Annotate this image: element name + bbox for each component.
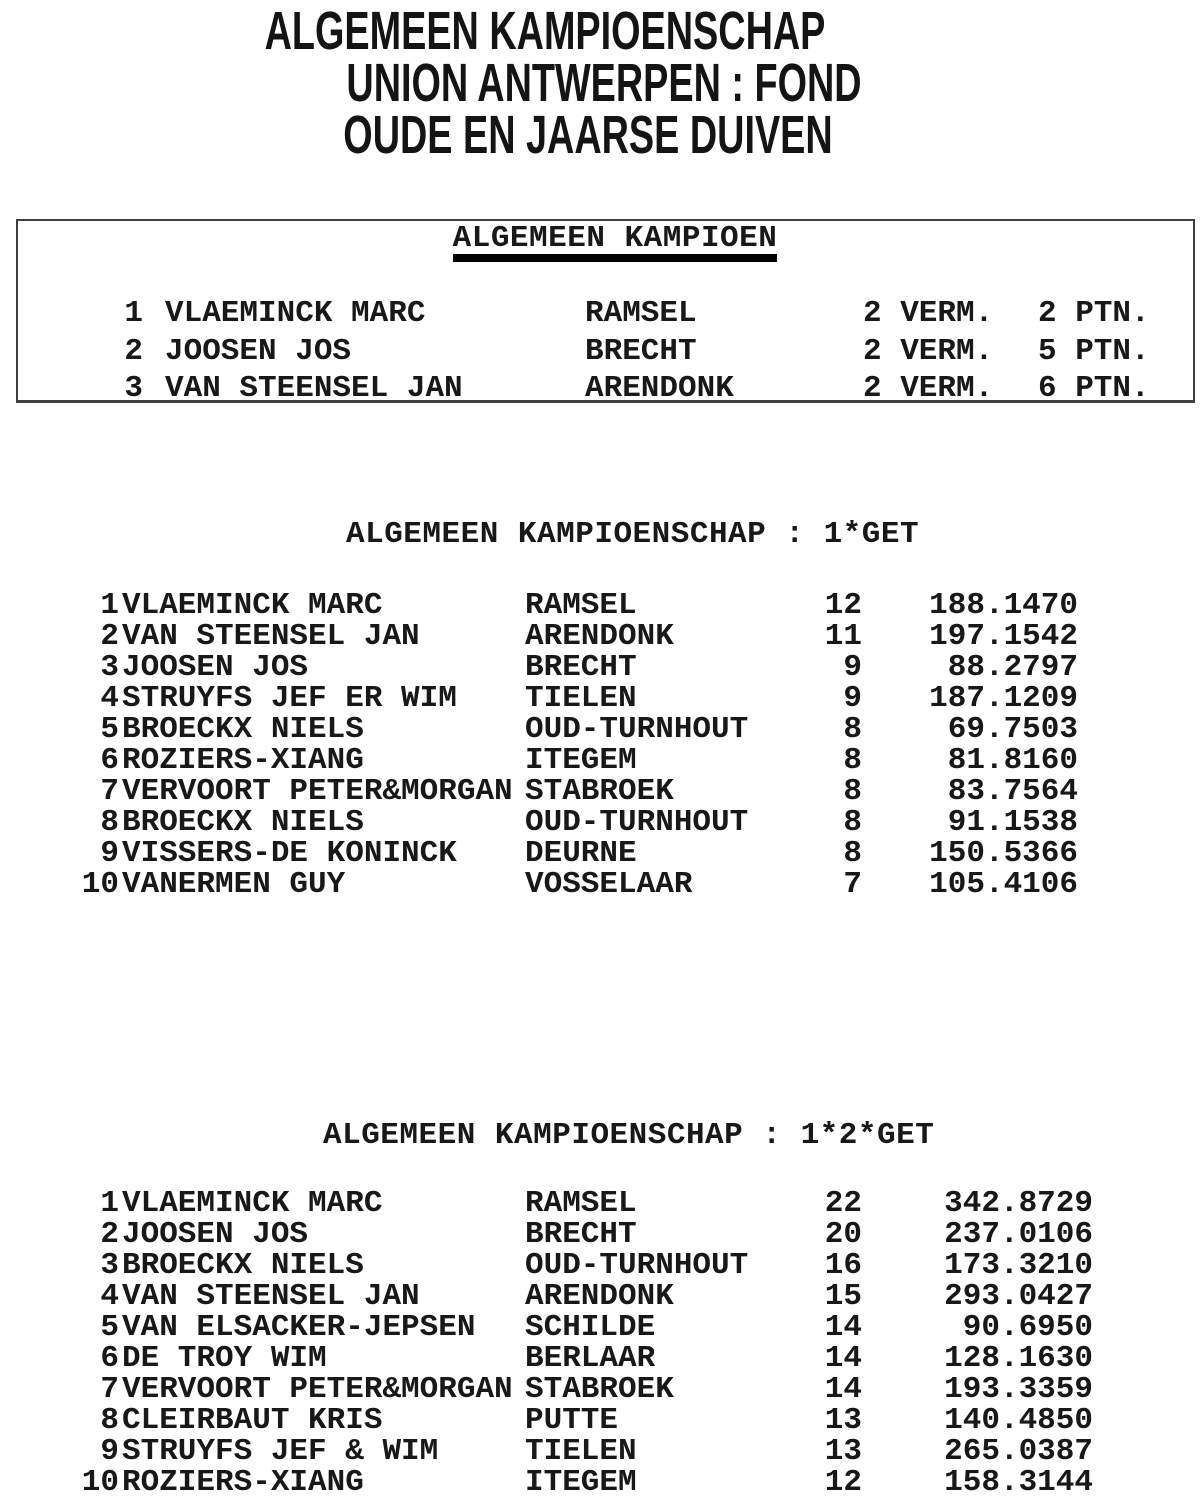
document-title-line-2: UNION ANTWERPEN : FOND: [346, 53, 862, 113]
document-title-line-3: OUDE EN JAARSE DUIVEN: [343, 105, 833, 165]
rank-cell: 2: [124, 333, 143, 369]
name-cell: VANERMEN GUY: [122, 867, 346, 902]
rank-cell: 8: [100, 805, 119, 840]
points-cell: 88.2797: [947, 650, 1078, 685]
table-row: [0, 590, 1200, 621]
city-cell: ITEGEM: [525, 1465, 637, 1500]
name-cell: VLAEMINCK MARC: [122, 1186, 383, 1221]
count-cell: 15: [824, 1279, 862, 1314]
verm-cell: 2 VERM.: [863, 333, 994, 369]
city-cell: RAMSEL: [525, 588, 637, 623]
name-cell: ROZIERS-XIANG: [122, 1465, 364, 1500]
rank-cell: 5: [100, 712, 119, 747]
count-cell: 14: [824, 1372, 862, 1407]
rank-cell: 9: [100, 1434, 119, 1469]
name-cell: CLEIRBAUT KRIS: [122, 1403, 383, 1438]
rank-cell: 4: [100, 681, 119, 716]
points-cell: 90.6950: [962, 1310, 1093, 1345]
points-cell: 197.1542: [929, 619, 1078, 654]
points-cell: 187.1209: [929, 681, 1078, 716]
points-cell: 81.8160: [947, 743, 1078, 778]
name-cell: STRUYFS JEF ER WIM: [122, 681, 457, 716]
points-cell: 150.5366: [929, 836, 1078, 871]
count-cell: 9: [843, 681, 862, 716]
table-row: [0, 1188, 1200, 1219]
table-row: [0, 714, 1200, 745]
name-cell: VAN STEENSEL JAN: [122, 619, 420, 654]
rank-cell: 5: [100, 1310, 119, 1345]
city-cell: PUTTE: [525, 1403, 619, 1438]
count-cell: 13: [824, 1434, 862, 1469]
table-row: [0, 683, 1200, 714]
city-cell: ITEGEM: [525, 743, 637, 778]
champion-box-heading-wrap: [0, 223, 1200, 262]
rank-cell: 1: [124, 296, 143, 331]
city-cell: TIELEN: [525, 681, 637, 716]
city-cell: ARENDONK: [525, 619, 674, 654]
table-row: [0, 1312, 1200, 1343]
champion-box-heading: ALGEMEEN KAMPIOEN: [453, 223, 778, 262]
table-row: [0, 1219, 1200, 1250]
count-cell: 9: [843, 650, 862, 685]
verm-cell: 2 VERM.: [863, 371, 994, 406]
count-cell: 8: [843, 836, 862, 871]
rank-cell: 6: [100, 1341, 119, 1376]
table-row: [0, 1405, 1200, 1436]
points-cell: 128.1630: [944, 1341, 1093, 1376]
count-cell: 12: [824, 588, 862, 623]
ptn-cell: 5 PTN.: [1038, 333, 1150, 369]
count-cell: 12: [824, 1465, 862, 1500]
city-cell: DEURNE: [525, 836, 637, 871]
count-cell: 14: [824, 1341, 862, 1376]
city-cell: BRECHT: [525, 650, 637, 685]
rank-cell: 7: [100, 774, 119, 809]
table-row: [0, 1281, 1200, 1312]
count-cell: 16: [824, 1248, 862, 1283]
name-cell: VLAEMINCK MARC: [165, 296, 426, 331]
points-cell: 293.0427: [944, 1279, 1093, 1314]
table-row: [0, 869, 1200, 900]
name-cell: BROECKX NIELS: [122, 1248, 364, 1283]
section-heading-1-2get: ALGEMEEN KAMPIOENSCHAP : 1*2*GET: [323, 1118, 935, 1153]
name-cell: JOOSEN JOS: [165, 333, 352, 369]
ptn-cell: 6 PTN.: [1038, 371, 1150, 406]
table-row: [0, 776, 1200, 807]
rank-cell: 3: [124, 371, 143, 406]
count-cell: 14: [824, 1310, 862, 1345]
document-title-line-1: ALGEMEEN KAMPIOENSCHAP: [264, 1, 826, 61]
city-cell: ARENDONK: [525, 1279, 674, 1314]
city-cell: BRECHT: [585, 333, 697, 369]
points-cell: 342.8729: [944, 1186, 1093, 1221]
points-cell: 237.0106: [944, 1217, 1093, 1252]
table-row: [0, 838, 1200, 869]
table-row: [0, 652, 1200, 683]
table-row: [0, 807, 1200, 838]
points-cell: 83.7564: [947, 774, 1078, 809]
city-cell: OUD-TURNHOUT: [525, 805, 749, 840]
city-cell: RAMSEL: [525, 1186, 637, 1221]
name-cell: DE TROY WIM: [122, 1341, 327, 1376]
table-row: [0, 1250, 1200, 1281]
table-row: [0, 1343, 1200, 1374]
rank-cell: 7: [100, 1372, 119, 1407]
rank-cell: 2: [100, 619, 119, 654]
table-row: [0, 745, 1200, 776]
count-cell: 11: [824, 619, 862, 654]
city-cell: BERLAAR: [525, 1341, 656, 1376]
points-cell: 265.0387: [944, 1434, 1093, 1469]
city-cell: ARENDONK: [585, 371, 734, 406]
name-cell: VERVOORT PETER&MORGAN: [122, 1372, 513, 1407]
table-row: [0, 1436, 1200, 1467]
count-cell: 8: [843, 712, 862, 747]
name-cell: VERVOORT PETER&MORGAN: [122, 774, 513, 809]
city-cell: STABROEK: [525, 1372, 674, 1407]
points-cell: 158.3144: [944, 1465, 1093, 1500]
rank-cell: 3: [100, 650, 119, 685]
rank-cell: 8: [100, 1403, 119, 1438]
name-cell: VISSERS-DE KONINCK: [122, 836, 457, 871]
city-cell: TIELEN: [525, 1434, 637, 1469]
name-cell: BROECKX NIELS: [122, 805, 364, 840]
city-cell: BRECHT: [525, 1217, 637, 1252]
city-cell: OUD-TURNHOUT: [525, 712, 749, 747]
points-cell: 188.1470: [929, 588, 1078, 623]
ptn-cell: 2 PTN.: [1038, 296, 1150, 331]
table-row: [0, 1374, 1200, 1405]
rank-cell: 3: [100, 1248, 119, 1283]
rank-cell: 10: [81, 1465, 119, 1500]
name-cell: VAN STEENSEL JAN: [122, 1279, 420, 1314]
name-cell: ROZIERS-XIANG: [122, 743, 364, 778]
points-cell: 140.4850: [944, 1403, 1093, 1438]
name-cell: VAN ELSACKER-JEPSEN: [122, 1310, 476, 1345]
name-cell: JOOSEN JOS: [122, 1217, 309, 1252]
name-cell: JOOSEN JOS: [122, 650, 309, 685]
points-cell: 105.4106: [929, 867, 1078, 902]
points-cell: 173.3210: [944, 1248, 1093, 1283]
name-cell: STRUYFS JEF & WIM: [122, 1434, 439, 1469]
table-row: [0, 1467, 1200, 1498]
points-cell: 91.1538: [947, 805, 1078, 840]
city-cell: SCHILDE: [525, 1310, 656, 1345]
rank-cell: 2: [100, 1217, 119, 1252]
table-row: [0, 333, 1200, 370]
count-cell: 8: [843, 805, 862, 840]
rank-cell: 1: [100, 1186, 119, 1221]
count-cell: 20: [824, 1217, 862, 1252]
city-cell: RAMSEL: [585, 296, 697, 331]
count-cell: 13: [824, 1403, 862, 1438]
name-cell: VAN STEENSEL JAN: [165, 371, 463, 406]
table-row: [0, 621, 1200, 652]
rank-cell: 9: [100, 836, 119, 871]
points-cell: 69.7503: [947, 712, 1078, 747]
rank-cell: 1: [100, 588, 119, 623]
city-cell: OUD-TURNHOUT: [525, 1248, 749, 1283]
rank-cell: 6: [100, 743, 119, 778]
city-cell: VOSSELAAR: [525, 867, 693, 902]
city-cell: STABROEK: [525, 774, 674, 809]
count-cell: 7: [843, 867, 862, 902]
name-cell: BROECKX NIELS: [122, 712, 364, 747]
rank-cell: 10: [81, 867, 119, 902]
count-cell: 22: [824, 1186, 862, 1221]
points-cell: 193.3359: [944, 1372, 1093, 1407]
section-heading-1get: ALGEMEEN KAMPIOENSCHAP : 1*GET: [346, 517, 920, 552]
count-cell: 8: [843, 743, 862, 778]
table-row: [0, 295, 1200, 332]
verm-cell: 2 VERM.: [863, 296, 994, 331]
table-row: [0, 370, 1200, 407]
name-cell: VLAEMINCK MARC: [122, 588, 383, 623]
count-cell: 8: [843, 774, 862, 809]
rank-cell: 4: [100, 1279, 119, 1314]
